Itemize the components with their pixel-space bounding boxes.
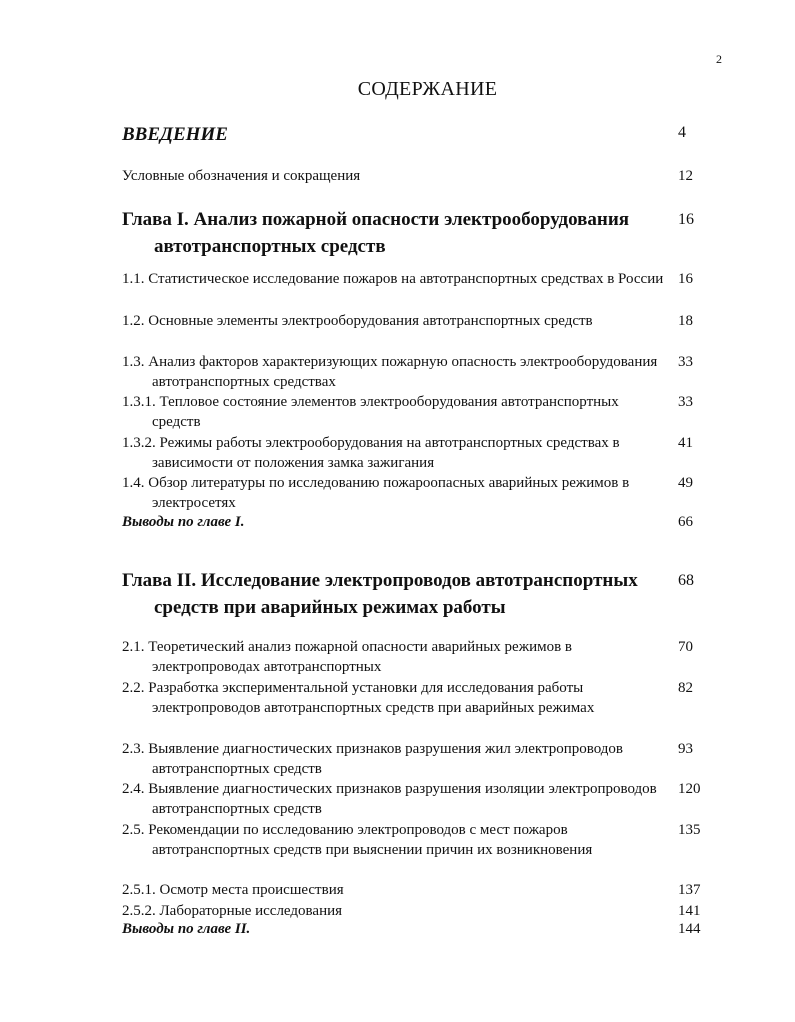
toc-entry-text: 2.5.1. Осмотр места происшествия [122, 882, 344, 898]
toc-entry-text: 1.4. Обзор литературы по исследованию пожароопасных аварийных режимов в электросетях [122, 475, 630, 511]
toc-entry-page: 16 [678, 271, 693, 287]
toc-entry-text: 2.4. Выявление диагностических признаков разрушения изоляции электропроводов автотранспортных средств [122, 781, 657, 817]
toc-entry-text: Глава II. Исследование электропроводов автотранспортных средств при аварийных режимах работы [122, 570, 638, 618]
toc-entry-page: 93 [678, 741, 693, 757]
toc-entry-page: 18 [678, 313, 693, 329]
toc-entry-text: 2.5. Рекомендации по исследованию электропроводов с мест пожаров автотранспортных средств при выяснении причин их возникновения [122, 822, 593, 858]
toc-entry-page: 12 [678, 168, 693, 184]
toc-entry-text: 2.5.2. Лабораторные исследования [122, 903, 343, 919]
toc-entry-page: 135 [678, 822, 701, 838]
toc-entry-text: 1.3. Анализ факторов характеризующих пожарную опасность электрооборудования автотранспортных средствах [122, 354, 658, 390]
toc-entry-page: 120 [678, 781, 701, 797]
toc-entry-page: 49 [678, 475, 693, 491]
toc-entry-page: 33 [678, 354, 693, 370]
toc-entry-text: 1.3.1. Тепловое состояние элементов электрооборудования автотранспортных средств [122, 394, 619, 430]
toc-entry-page: 4 [678, 124, 686, 141]
toc-entry-text: Выводы по главе II. [122, 921, 251, 937]
toc-entry-text: ВВЕДЕНИЕ [122, 124, 228, 145]
toc-entry-page: 41 [678, 435, 693, 451]
toc-entry-text: Глава I. Анализ пожарной опасности электрооборудования автотранспортных средств [122, 209, 630, 257]
page-number: 2 [716, 52, 722, 66]
toc-entry-text: Условные обозначения и сокращения [122, 168, 361, 184]
toc-entry-text: 1.3.2. Режимы работы электрооборудования на автотранспортных средствах в зависимости от положения замка зажигания [122, 435, 620, 471]
toc-entry-page: 16 [678, 211, 694, 228]
toc-entry-page: 33 [678, 394, 693, 410]
toc-entry-text: 2.3. Выявление диагностических признаков разрушения жил электропроводов автотранспортных средств [122, 741, 624, 777]
toc-entry-text: 2.1. Теоретический анализ пожарной опасности аварийных режимов в электропроводах автотранспортных [122, 639, 573, 675]
toc-entry-text: 1.1. Статистическое исследование пожаров на автотранспортных средствах в России [122, 271, 664, 287]
toc-entry-page: 144 [678, 921, 701, 937]
toc-entry-page: 141 [678, 903, 701, 919]
toc-entry-text: Выводы по главе I. [122, 514, 245, 530]
page-title: СОДЕРЖАНИЕ [357, 78, 498, 100]
toc-entry-page: 82 [678, 680, 693, 696]
toc-entry-page: 68 [678, 572, 694, 589]
toc-entry-page: 66 [678, 514, 693, 530]
toc-entry-page: 70 [678, 639, 693, 655]
toc-entry-text: 1.2. Основные элементы электрооборудования автотранспортных средств [122, 313, 593, 329]
toc-entry-page: 137 [678, 882, 701, 898]
toc-entry-text: 2.2. Разработка экспериментальной установки для исследования работы электропроводов автотранспортных средств при аварийных режимах [122, 680, 595, 716]
